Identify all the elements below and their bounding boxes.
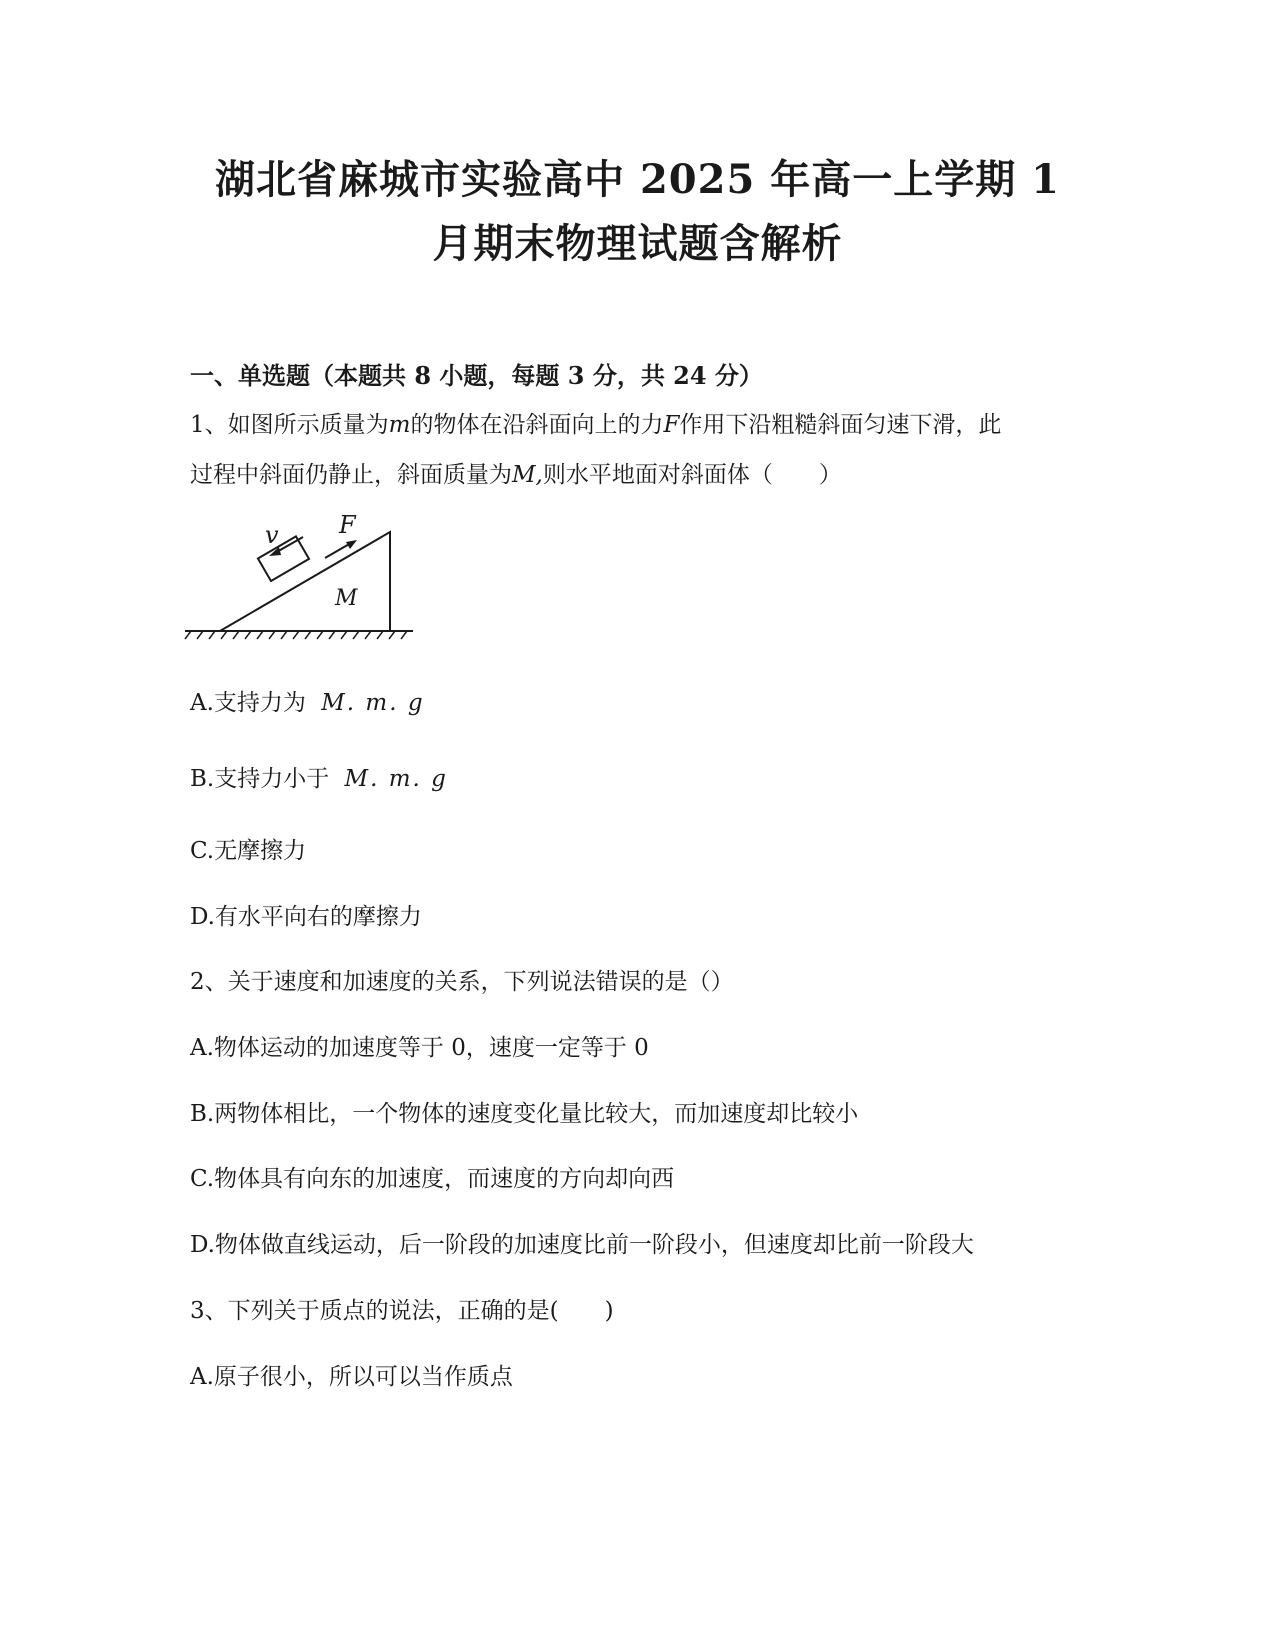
label-v: v [265, 521, 279, 549]
q1-var-F: F [663, 412, 680, 438]
q1-option-a-formula: M. m. g [321, 690, 425, 716]
title-line-2: 月期末物理试题含解析 [432, 220, 843, 267]
incline-diagram [185, 511, 425, 645]
q1-option-c: C.无摩擦力 [190, 838, 307, 864]
q1-text-c: 作用下沿粗糙斜面匀速下滑，此 [679, 412, 1002, 438]
q1-option-a-text: A.支持力为 [190, 690, 306, 716]
q2-option-b: B.两物体相比，一个物体的速度变化量比较大，而加速度却比较小 [190, 1101, 859, 1127]
incline-wedge [220, 532, 390, 631]
q3-option-a: A.原子很小，所以可以当作质点 [190, 1364, 513, 1390]
q1-var-M: M, [512, 462, 543, 488]
q1-option-b-text: B.支持力小于 [190, 766, 330, 792]
force-arrow [325, 540, 357, 558]
ground-hatching [185, 631, 407, 639]
q1-text-b: 的物体在沿斜面向上的力 [410, 412, 664, 438]
q2-option-d: D.物体做直线运动，后一阶段的加速度比前一阶段小，但速度却比前一阶段大 [190, 1232, 974, 1258]
q1-option-b-formula: M. m. g [344, 766, 448, 792]
q1-text-e: 则水平地面对斜面体（ ） [542, 462, 842, 488]
q2-option-a: A.物体运动的加速度等于 0，速度一定等于 0 [190, 1035, 649, 1061]
title-line-1: 湖北省麻城市实验高中 2025 年高一上学期 1 [215, 156, 1060, 203]
q1-option-a [190, 684, 425, 717]
q1-var-m: m [388, 412, 411, 438]
q1-option-d: D.有水平向右的摩擦力 [190, 904, 422, 930]
q2-option-c: C.物体具有向东的加速度，而速度的方向却向西 [190, 1166, 675, 1192]
section-heading: 一、单选题（本题共 8 小题，每题 3 分，共 24 分） [190, 361, 763, 390]
q1-stem-line-2 [190, 456, 842, 489]
document-title [150, 148, 1125, 276]
q1-text-d: 过程中斜面仍静止，斜面质量为 [190, 462, 512, 488]
label-F: F [339, 511, 356, 539]
q1-option-b [190, 760, 448, 793]
q1-stem-line-1 [190, 406, 1001, 439]
q2-stem: 2、关于速度和加速度的关系，下列说法错误的是（） [190, 969, 734, 995]
q3-stem: 3、下列关于质点的说法，正确的是( ) [190, 1298, 614, 1324]
q1-text-a: 1、如图所示质量为 [190, 412, 389, 438]
label-M: M [335, 586, 358, 611]
